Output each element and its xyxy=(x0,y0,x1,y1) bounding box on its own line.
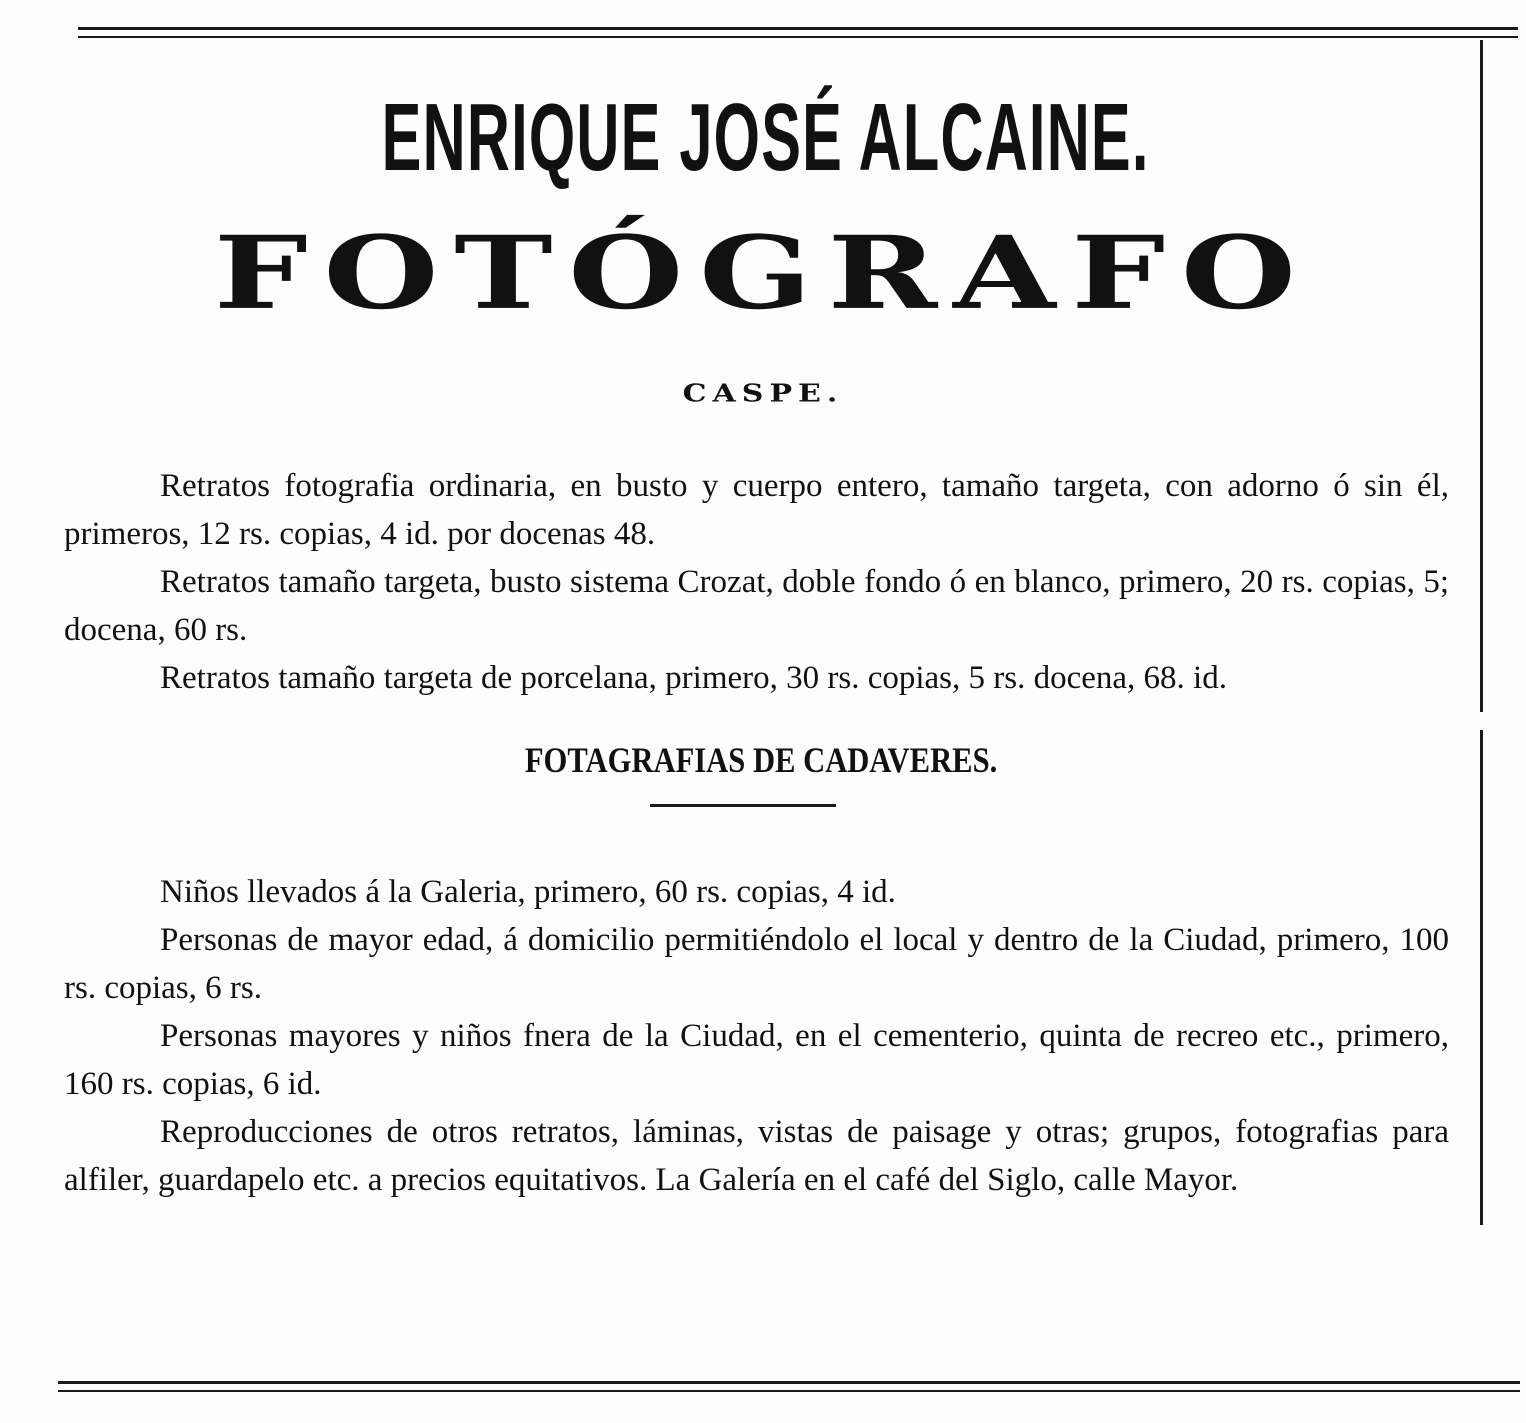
top-double-rule-lower xyxy=(78,36,1518,38)
top-double-rule-upper xyxy=(78,27,1518,30)
bottom-double-rule-upper xyxy=(58,1381,1520,1384)
portrait-price-list xyxy=(64,462,1449,702)
town-name: CASPE. xyxy=(682,380,844,408)
section-divider xyxy=(650,804,836,807)
cadaver-price-list xyxy=(64,868,1449,1204)
bottom-double-rule-lower xyxy=(58,1390,1520,1392)
price-paragraph: Reproducciones de otros retratos, láminas, vistas de paisage y otras; grupos, fotografias para alfiler, guardapelo etc. a precios equitativos. La Galería en el café del Siglo, calle Mayor. xyxy=(64,1114,1449,1198)
column-divider-upper xyxy=(1480,40,1483,712)
price-paragraph: Retratos tamaño targeta, busto sistema Crozat, doble fondo ó en blanco, primero, 20 rs. copias, 5; docena, 60 rs. xyxy=(64,564,1449,648)
trade-title: FOTÓGRAFO xyxy=(213,213,1312,332)
price-paragraph: Retratos fotografia ordinaria, en busto y cuerpo entero, tamaño targeta, con adorno ó sin él, primeros, 12 rs. copias, 4 id. por docenas 48. xyxy=(64,468,1449,552)
price-paragraph: Niños llevados á la Galeria, primero, 60 rs. copias, 4 id. xyxy=(160,874,896,910)
price-paragraph: Retratos tamaño targeta de porcelana, primero, 30 rs. copias, 5 rs. docena, 68. id. xyxy=(160,660,1227,696)
price-paragraph: Personas mayores y niños fnera de la Ciudad, en el cementerio, quinta de recreo etc., primero, 160 rs. copias, 6 id. xyxy=(64,1018,1449,1102)
price-paragraph: Personas de mayor edad, á domicilio permitiéndolo el local y dentro de la Ciudad, primero, 100 rs. copias, 6 rs. xyxy=(64,922,1449,1006)
column-divider-lower xyxy=(1480,730,1483,1225)
advertiser-name: ENRIQUE JOSÉ ALCAINE. xyxy=(381,84,1150,191)
section-heading: FOTAGRAFIAS DE CADAVERES. xyxy=(524,740,998,780)
